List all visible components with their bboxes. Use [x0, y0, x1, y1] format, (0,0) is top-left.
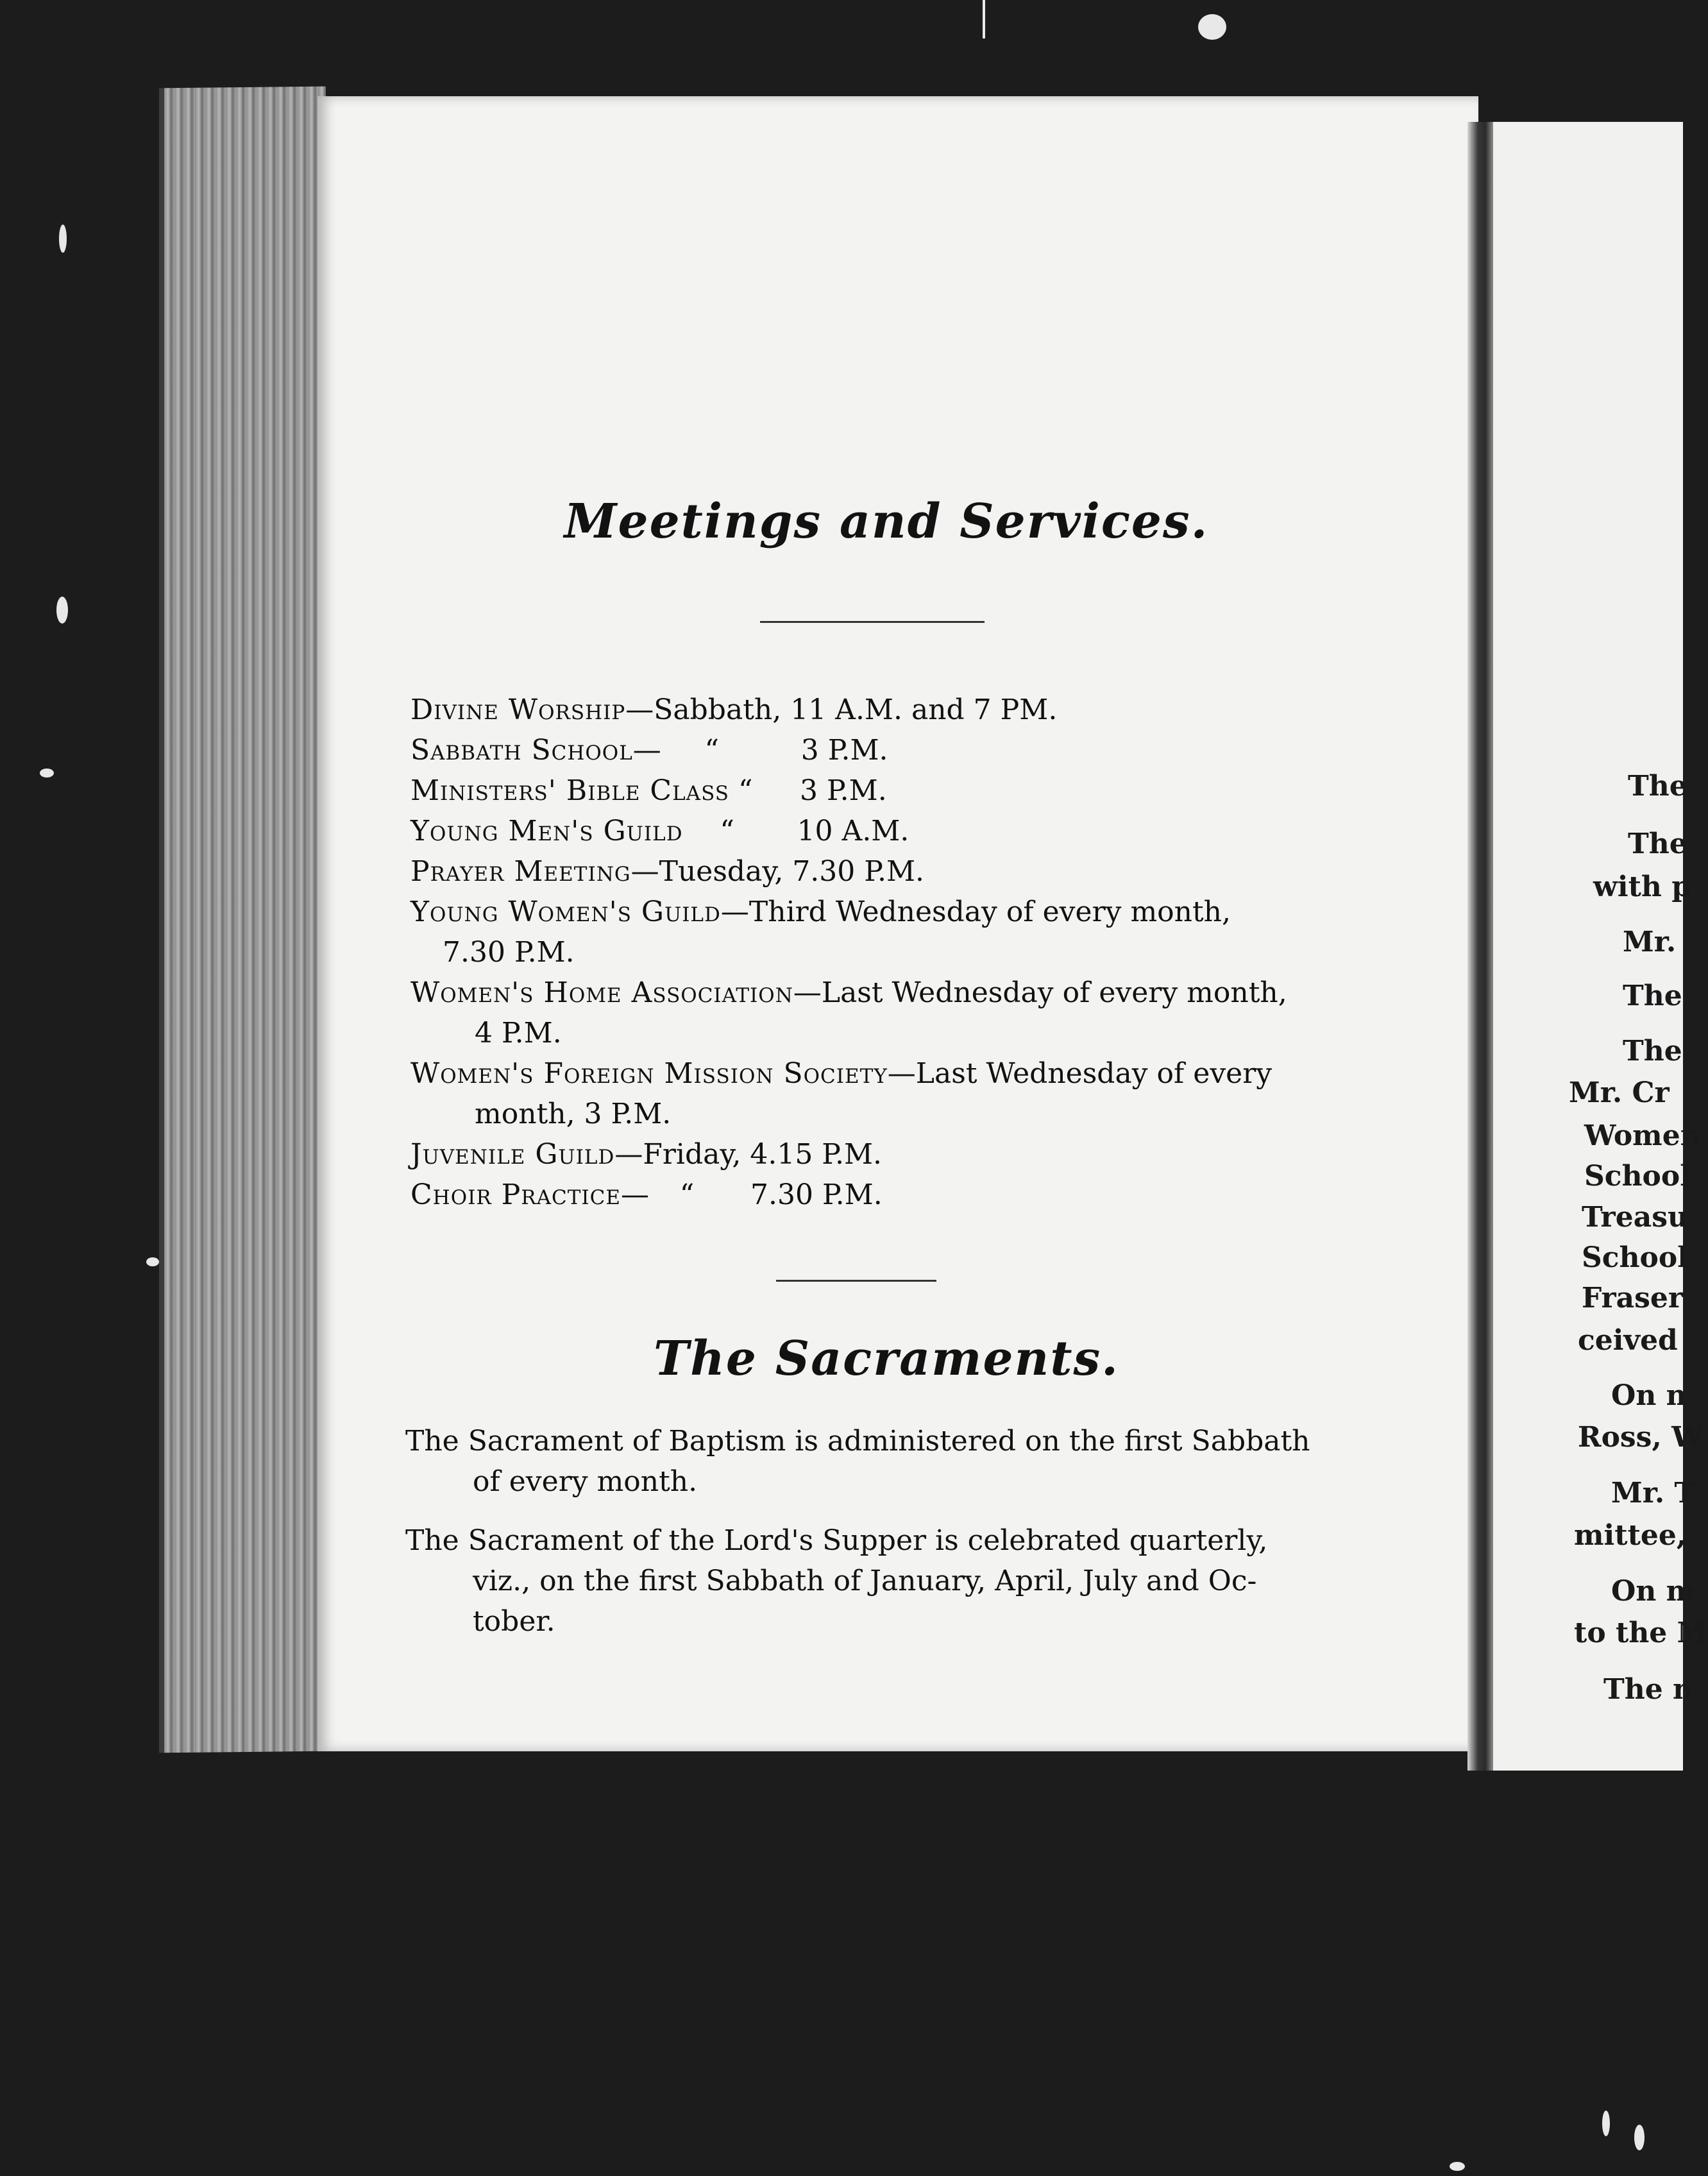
entry-name: Young Women's Guild	[410, 896, 721, 928]
entry-name: Women's Foreign Mission Society	[410, 1057, 888, 1090]
entry-name: Women's Home Association	[410, 976, 793, 1009]
entry-continuation: month, 3 P.M.	[475, 1098, 672, 1130]
entry-detail: —Last Wednesday of every	[887, 1057, 1273, 1090]
entry-time: 10 A.M.	[797, 815, 909, 847]
entry-name: Sabbath School	[410, 734, 633, 767]
schedule-entry	[410, 892, 1347, 973]
divider-rule	[760, 621, 985, 623]
right-page-text-fragment: with p	[1593, 871, 1691, 903]
entry-detail: —Friday, 4.15 P.M.	[614, 1138, 883, 1171]
paragraph-continuation: viz., on the first Sabbath of January, April, July and Oc-	[473, 1565, 1257, 1597]
services-schedule	[410, 690, 1347, 1215]
right-page-text-fragment: The	[1623, 1035, 1682, 1067]
film-speck	[1198, 14, 1226, 40]
right-page-text-fragment: Fraser	[1582, 1282, 1684, 1314]
entry-time: 3 P.M.	[800, 774, 887, 807]
entry-time: 7.30 P.M.	[750, 1178, 883, 1211]
film-speck	[983, 0, 985, 38]
right-page-text-fragment: Mr.	[1623, 926, 1677, 958]
ditto-mark: “	[738, 774, 753, 807]
entry-name: Juvenile Guild	[410, 1138, 615, 1171]
film-speck	[1450, 2162, 1465, 2171]
film-speck	[1602, 2111, 1610, 2136]
entry-name: Ministers' Bible Class	[410, 774, 730, 807]
right-page-text-fragment: Treasu	[1582, 1201, 1688, 1234]
ditto-mark: “	[720, 815, 734, 847]
right-page-text-fragment: School	[1584, 1160, 1691, 1193]
entry-name: Divine Worship	[410, 693, 626, 726]
film-speck	[146, 1257, 159, 1266]
right-page-text-fragment: Mr. T	[1611, 1477, 1696, 1509]
divider-rule	[776, 1280, 936, 1282]
entry-continuation: 7.30 P.M.	[443, 936, 575, 969]
schedule-entry	[410, 770, 1347, 811]
ditto-mark: “	[679, 1178, 695, 1211]
schedule-entry	[410, 1175, 1347, 1215]
schedule-entry	[410, 1053, 1347, 1134]
entry-time: 3 P.M.	[800, 734, 888, 767]
schedule-entry	[410, 973, 1347, 1053]
right-page-text-fragment: The	[1628, 770, 1687, 803]
paragraph-line: The Sacrament of Baptism is administered on the first Sabbath	[405, 1425, 1310, 1458]
entry-detail: —Last Wednesday of every month,	[793, 976, 1287, 1009]
sacrament-paragraph	[405, 1520, 1342, 1642]
paragraph-line: The Sacrament of the Lord's Supper is celebrated quarterly,	[405, 1524, 1268, 1557]
film-speck	[59, 225, 67, 253]
film-speck	[56, 597, 68, 624]
entry-detail: —	[632, 734, 661, 767]
paragraph-continuation: of every month.	[473, 1465, 698, 1498]
right-page-text-fragment: On m	[1611, 1575, 1696, 1608]
entry-detail: —	[621, 1178, 650, 1211]
film-speck	[1634, 2125, 1645, 2150]
entry-name: Choir Practice	[410, 1178, 621, 1211]
entry-detail: —Third Wednesday of every month,	[720, 896, 1231, 928]
heading-the-sacraments: The Sacraments.	[654, 1331, 1119, 1386]
right-page-text-fragment: mittee,	[1574, 1519, 1687, 1552]
schedule-entry	[410, 690, 1347, 730]
schedule-entry	[410, 730, 1347, 770]
right-page-text-fragment: The n	[1603, 1673, 1694, 1706]
book-page-edges	[159, 87, 326, 1753]
entry-detail: —Sabbath, 11 A.M. and 7 PM.	[625, 693, 1058, 726]
right-page-text-fragment: The	[1628, 828, 1687, 860]
entry-detail: —Tuesday, 7.30 P.M.	[630, 855, 924, 888]
sacrament-paragraph	[405, 1421, 1342, 1502]
right-page-text-fragment: Women	[1584, 1119, 1701, 1152]
book-gutter	[1467, 122, 1493, 1771]
entry-continuation: 4 P.M.	[475, 1017, 562, 1050]
heading-meetings-and-services: Meetings and Services.	[564, 494, 1209, 549]
film-speck	[40, 769, 54, 778]
ditto-mark: “	[704, 734, 720, 767]
schedule-entry	[410, 851, 1347, 892]
right-page-text-fragment: On n	[1611, 1379, 1687, 1412]
entry-name: Prayer Meeting	[410, 855, 631, 888]
right-page-text-fragment: ceived	[1578, 1324, 1678, 1357]
schedule-entry	[410, 1134, 1347, 1175]
right-page-text-fragment: School	[1582, 1241, 1688, 1274]
right-page-text-fragment: Mr. Cr	[1569, 1076, 1670, 1109]
paragraph-continuation: tober.	[473, 1605, 555, 1638]
right-page-text-fragment: The	[1623, 980, 1682, 1012]
right-page-text-fragment: Ross, W	[1578, 1421, 1704, 1454]
entry-name: Young Men's Guild	[410, 815, 683, 847]
right-page-text-fragment: to the M	[1574, 1617, 1708, 1649]
schedule-entry	[410, 811, 1347, 851]
